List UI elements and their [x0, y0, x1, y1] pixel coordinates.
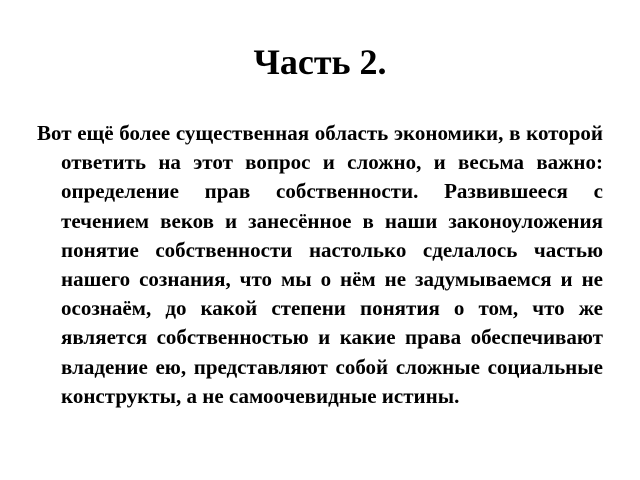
paragraph-text: Вот ещё более существенная область экономики, в которой ответить на этот вопрос и сложно, и весьма важно: определение прав собственности. Развившееся с течением веков и занесённое в наши законоуложения понятие собственности настолько сделалось частью нашего сознания, что мы о нём не задумываемся и не осознаём, до какой степени понятия о том, что же является собственностью и какие права обеспечивают владение ею, представляют собой сложные социальные конструкты, а не самоочевидные истины. — [37, 121, 603, 408]
slide-title: Часть 2. — [253, 42, 387, 82]
slide-body-paragraph — [37, 119, 603, 411]
